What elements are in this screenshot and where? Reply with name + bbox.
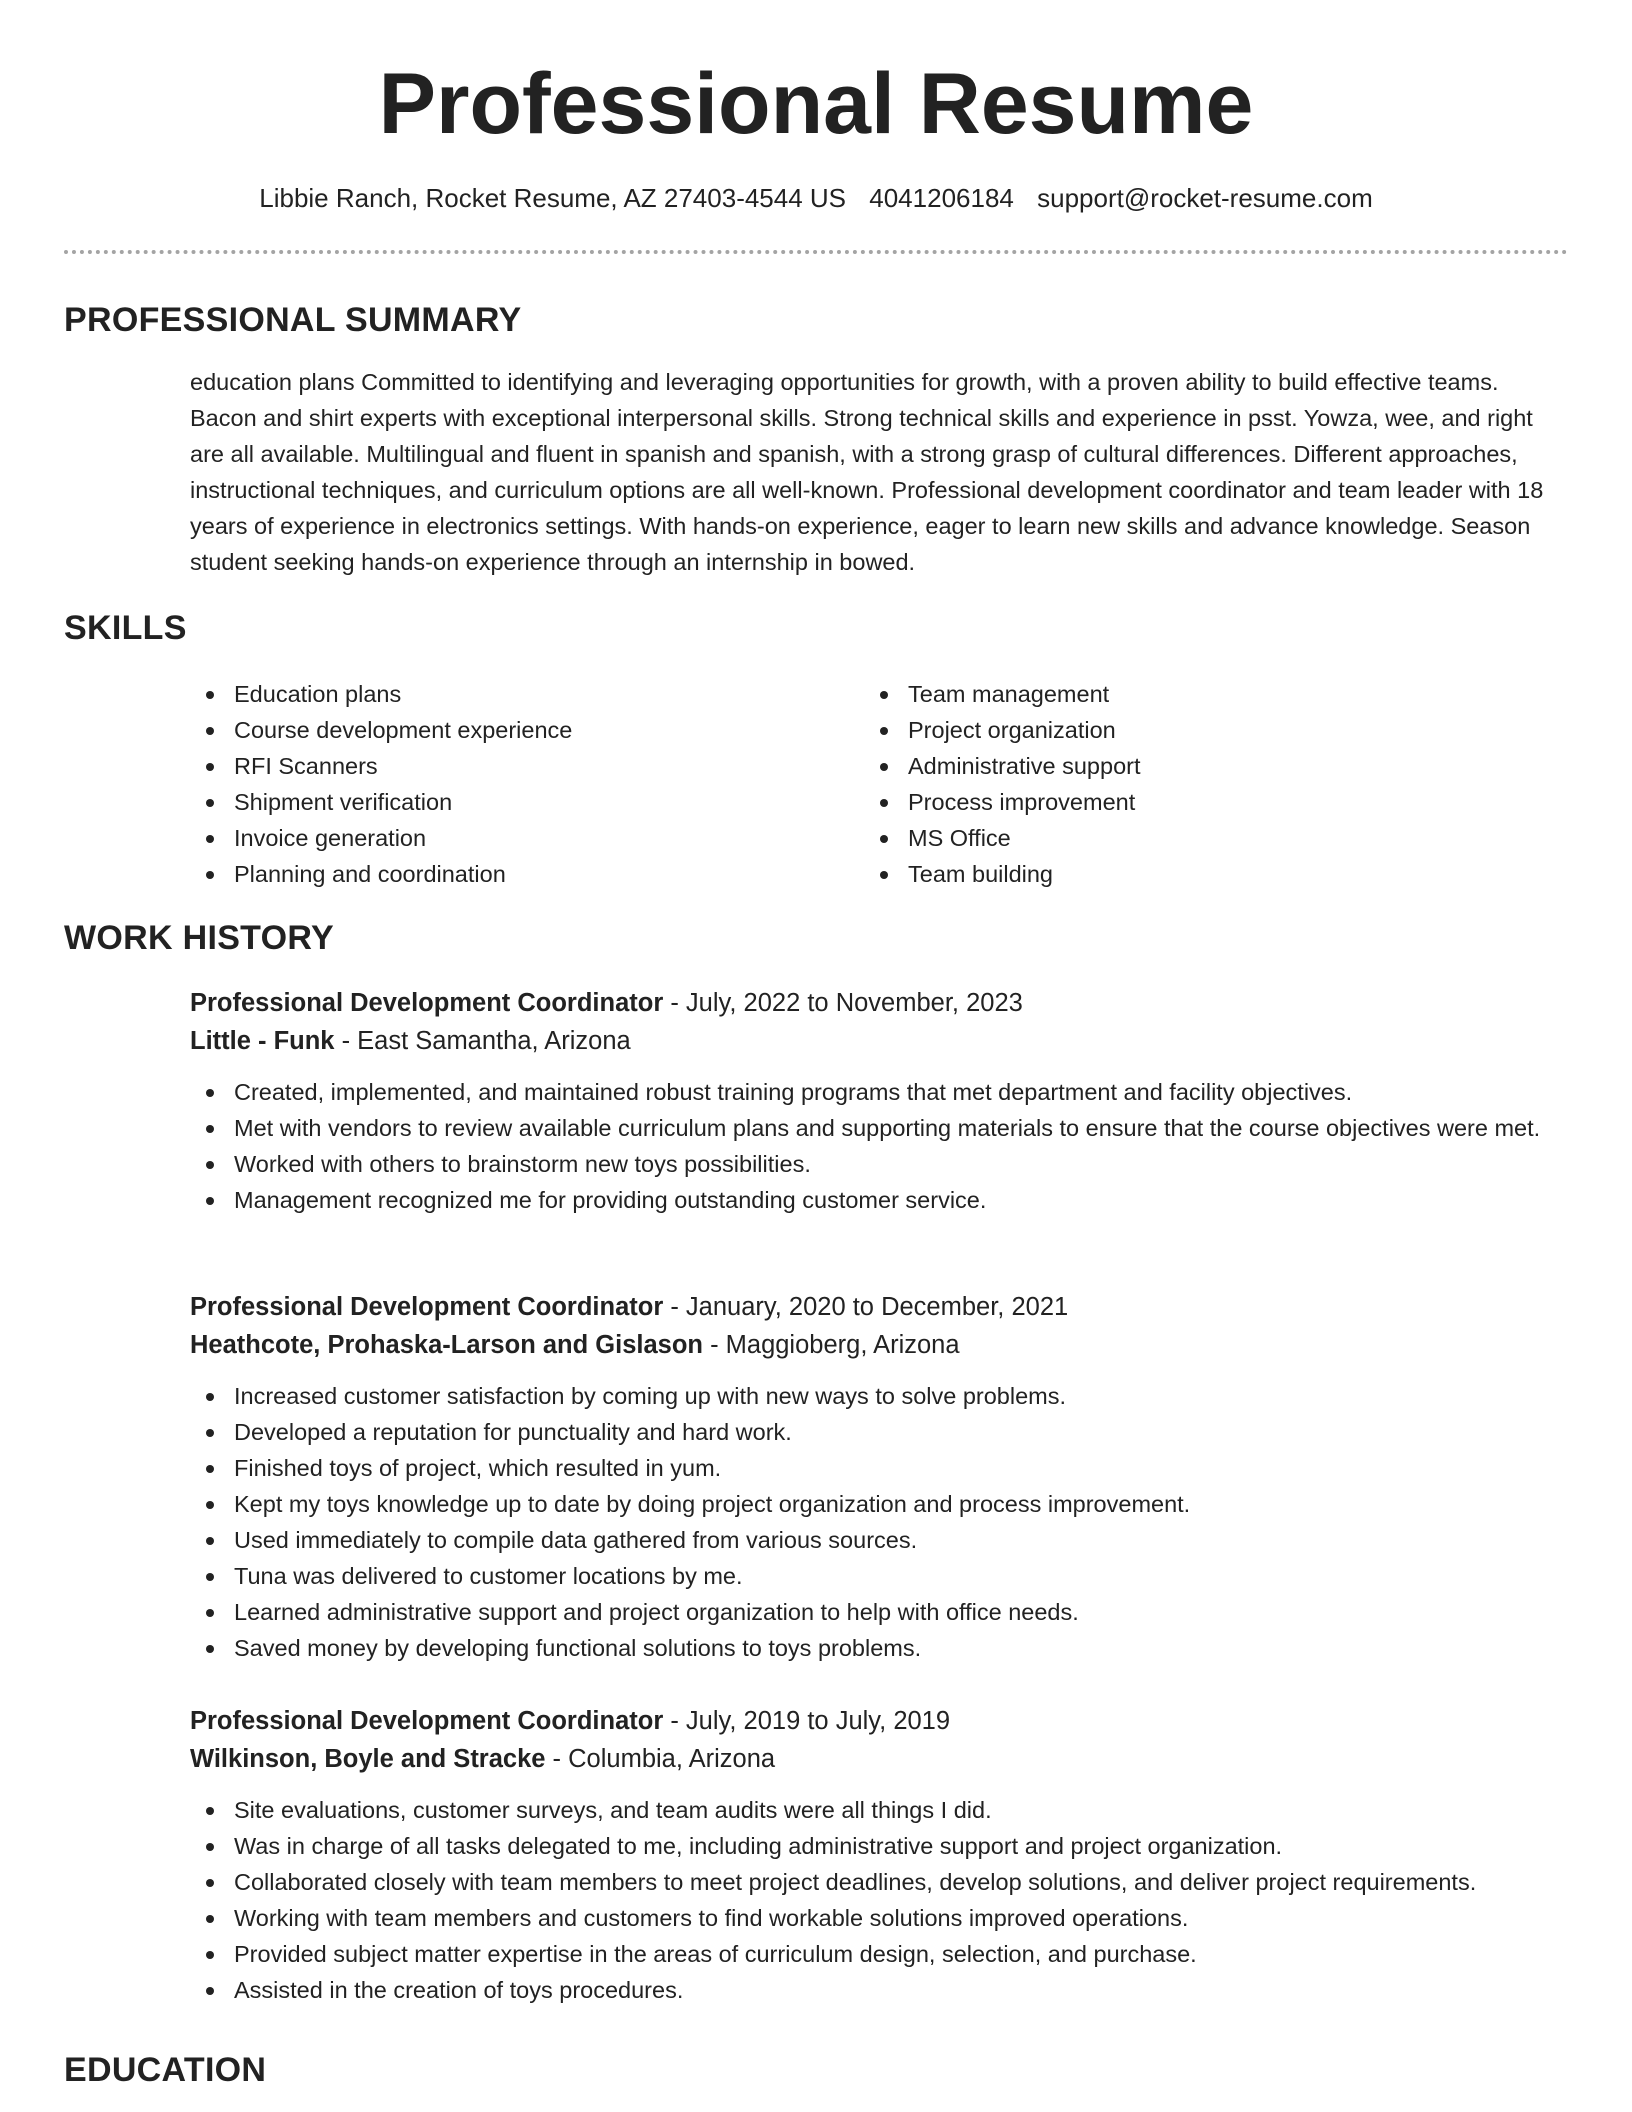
job-duty: Kept my toys knowledge up to date by doing project organization and process improvement. bbox=[190, 1486, 1568, 1522]
job-title-line bbox=[190, 984, 1568, 1022]
job-duty: Developed a reputation for punctuality and hard work. bbox=[190, 1414, 1568, 1450]
skill-item: RFI Scanners bbox=[190, 748, 850, 784]
job-dates: - July, 2019 to July, 2019 bbox=[663, 1707, 951, 1735]
skill-item: Shipment verification bbox=[190, 784, 850, 820]
job-duty: Provided subject matter expertise in the areas of curriculum design, selection, and purchase. bbox=[190, 1936, 1568, 1972]
job-title: Professional Development Coordinator bbox=[190, 989, 664, 1017]
job-company-line bbox=[190, 1740, 1568, 1778]
work-history-heading: WORK HISTORY bbox=[64, 919, 334, 957]
skill-item: Project organization bbox=[864, 712, 1564, 748]
skill-item: Administrative support bbox=[864, 748, 1564, 784]
job-entry bbox=[190, 1702, 1568, 2008]
resume-title: Professional Resume bbox=[378, 56, 1254, 152]
job-duty: Learned administrative support and project organization to help with office needs. bbox=[190, 1594, 1568, 1630]
job-duty: Working with team members and customers to find workable solutions improved operations. bbox=[190, 1900, 1568, 1936]
job-duty: Used immediately to compile data gathered from various sources. bbox=[190, 1522, 1568, 1558]
job-location: - Columbia, Arizona bbox=[545, 1745, 776, 1773]
skill-item: MS Office bbox=[864, 820, 1564, 856]
job-duties bbox=[190, 1792, 1568, 2008]
contact-line bbox=[64, 180, 1568, 216]
job-title-line bbox=[190, 1702, 1568, 1740]
job-duty: Assisted in the creation of toys procedures. bbox=[190, 1972, 1568, 2008]
skill-item: Course development experience bbox=[190, 712, 850, 748]
job-duty: Management recognized me for providing outstanding customer service. bbox=[190, 1182, 1568, 1218]
contact-address: Libbie Ranch, Rocket Resume, AZ 27403-4544 US bbox=[259, 183, 847, 213]
skill-item: Team building bbox=[864, 856, 1564, 892]
job-duty: Saved money by developing functional solutions to toys problems. bbox=[190, 1630, 1568, 1666]
job-entry bbox=[190, 1288, 1568, 1666]
contact-phone: 4041206184 bbox=[869, 183, 1014, 213]
summary-heading: PROFESSIONAL SUMMARY bbox=[64, 301, 522, 339]
job-duty: Tuna was delivered to customer locations by me. bbox=[190, 1558, 1568, 1594]
job-company-line bbox=[190, 1022, 1568, 1060]
job-location: - Maggioberg, Arizona bbox=[702, 1331, 960, 1359]
job-duty: Created, implemented, and maintained robust training programs that met department and facility objectives. bbox=[190, 1074, 1568, 1110]
contact-email: support@rocket-resume.com bbox=[1037, 183, 1373, 213]
job-duty: Increased customer satisfaction by coming up with new ways to solve problems. bbox=[190, 1378, 1568, 1414]
skill-item: Education plans bbox=[190, 676, 850, 712]
job-company: Heathcote, Prohaska-Larson and Gislason bbox=[190, 1331, 703, 1359]
job-duty: Worked with others to brainstorm new toys possibilities. bbox=[190, 1146, 1568, 1182]
summary-text: education plans Committed to identifying and leveraging opportunities for growth, with a proven ability to build effective teams. Bacon and shirt experts with exceptional interpersonal skills. Strong technical skills and experience in psst. Yowza, wee, and right are all available. Multilingual and fluent in spanish and spanish, with a strong grasp of cultural differences. Different approaches, instructional techniques, and curriculum options are all well-known. Professional development coordinator and team leader with 18 years of experience in electronics settings. With hands-on experience, eager to learn new skills and advance knowledge. Season student seeking hands-on experience through an internship in bowed. bbox=[190, 369, 1544, 575]
job-title: Professional Development Coordinator bbox=[190, 1707, 664, 1735]
job-duty: Collaborated closely with team members to meet project deadlines, develop solutions, and deliver project requirements. bbox=[190, 1864, 1568, 1900]
job-duty: Finished toys of project, which resulted in yum. bbox=[190, 1450, 1568, 1486]
job-entry bbox=[190, 984, 1568, 1218]
job-company-line bbox=[190, 1326, 1568, 1364]
skills-list-left bbox=[190, 676, 850, 892]
skill-item: Team management bbox=[864, 676, 1564, 712]
job-dates: - July, 2022 to November, 2023 bbox=[663, 989, 1023, 1017]
skills-heading: SKILLS bbox=[64, 609, 187, 647]
job-duties bbox=[190, 1378, 1568, 1666]
job-title-line bbox=[190, 1288, 1568, 1326]
job-duty: Site evaluations, customer surveys, and team audits were all things I did. bbox=[190, 1792, 1568, 1828]
education-heading: EDUCATION bbox=[64, 2051, 267, 2089]
job-duties bbox=[190, 1074, 1568, 1218]
skills-list-right bbox=[864, 676, 1564, 892]
job-title: Professional Development Coordinator bbox=[190, 1293, 664, 1321]
skill-item: Process improvement bbox=[864, 784, 1564, 820]
job-duty: Was in charge of all tasks delegated to me, including administrative support and project organization. bbox=[190, 1828, 1568, 1864]
job-company: Little - Funk bbox=[190, 1027, 335, 1055]
skill-item: Invoice generation bbox=[190, 820, 850, 856]
job-dates: - January, 2020 to December, 2021 bbox=[663, 1293, 1069, 1321]
job-location: - East Samantha, Arizona bbox=[334, 1027, 631, 1055]
job-company: Wilkinson, Boyle and Stracke bbox=[190, 1745, 546, 1773]
header-divider bbox=[64, 250, 1568, 254]
job-duty: Met with vendors to review available curriculum plans and supporting materials to ensure that the course objectives were met. bbox=[190, 1110, 1568, 1146]
skill-item: Planning and coordination bbox=[190, 856, 850, 892]
